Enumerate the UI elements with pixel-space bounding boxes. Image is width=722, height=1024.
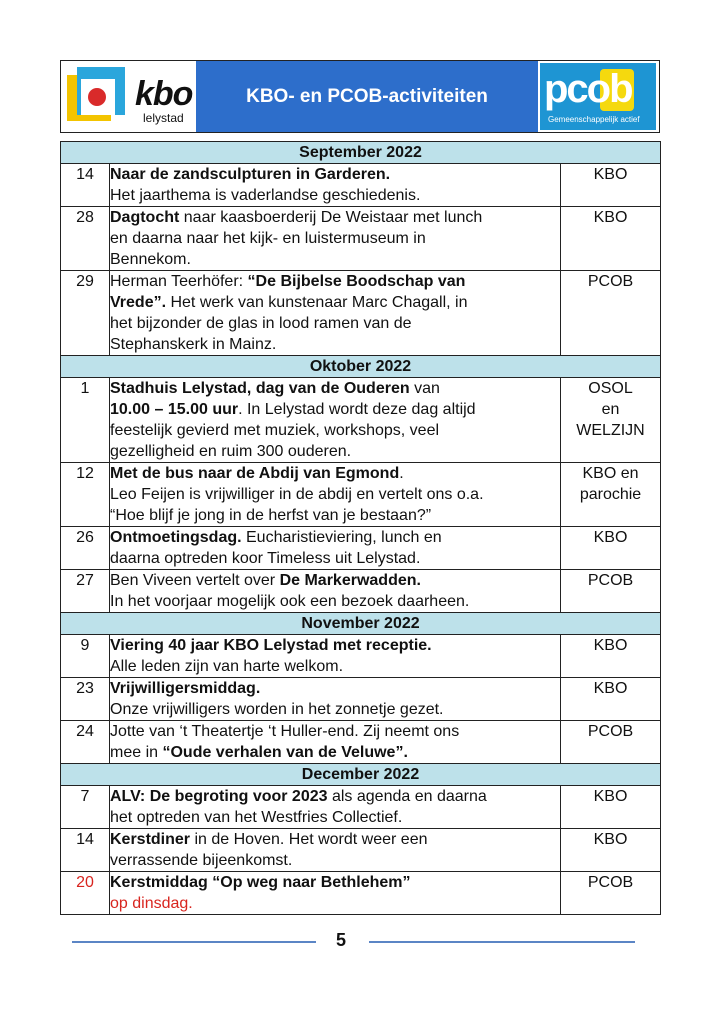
event-description: [110, 164, 561, 207]
bold-text: ALV: De begroting voor 2023: [110, 788, 328, 805]
month-row: [61, 142, 661, 164]
description-line: [110, 271, 560, 292]
month-heading: November 2022: [61, 613, 661, 635]
footer-line-right: [369, 941, 635, 943]
bold-text: Vrijwilligersmiddag.: [110, 680, 261, 697]
bold-text: “De Bijbelse Boodschap van: [247, 273, 466, 290]
plain-text: het bijzonder de glas in lood ramen van de: [110, 315, 412, 332]
description-line: [110, 207, 560, 228]
plain-text: verrassende bijeenkomst.: [110, 852, 293, 869]
kbo-logo: [61, 61, 196, 132]
description-line: [110, 678, 560, 699]
description-line: [110, 656, 560, 677]
month-heading: September 2022: [61, 142, 661, 164]
plain-text: Jotte van ‘t Theatertje ‘t Huller-end. Zij neemt ons: [110, 723, 460, 740]
event-day: 14: [61, 829, 110, 872]
organizer-line: KBO: [593, 831, 628, 848]
organizer-line: WELZIJN: [576, 422, 645, 439]
description-line: [110, 548, 560, 569]
bold-text: “Oude verhalen van de Veluwe”.: [162, 744, 408, 761]
event-description: [110, 678, 561, 721]
event-row: [61, 570, 661, 613]
bold-text: Ontmoetingsdag.: [110, 529, 242, 546]
description-line: [110, 635, 560, 656]
event-organizer: [561, 872, 661, 915]
page-header: [60, 60, 660, 133]
description-line: [110, 292, 560, 313]
description-line: [110, 742, 560, 763]
plain-text: naar kaasboerderij De Weistaar met lunch: [179, 209, 483, 226]
month-row: [61, 356, 661, 378]
plain-text: In het voorjaar mogelijk ook een bezoek daarheen.: [110, 593, 470, 610]
plain-text: en daarna naar het kijk- en luistermuseum in: [110, 230, 426, 247]
plain-text: Leo Feijen is vrijwilliger in de abdij en vertelt ons o.a.: [110, 486, 484, 503]
kbo-logo-icon: [67, 67, 127, 127]
organizer-line: KBO: [593, 637, 628, 654]
month-row: [61, 764, 661, 786]
event-description: [110, 786, 561, 829]
event-day: 20: [61, 872, 110, 915]
event-day: 14: [61, 164, 110, 207]
plain-text: Stephanskerk in Mainz.: [110, 336, 277, 353]
event-row: [61, 635, 661, 678]
month-heading: Oktober 2022: [61, 356, 661, 378]
kbo-logo-subtext: lelystad: [143, 111, 184, 125]
plain-text: gezelligheid en ruim 300 ouderen.: [110, 443, 352, 460]
event-day: 9: [61, 635, 110, 678]
bold-text: Stadhuis Lelystad, dag van de Ouderen: [110, 380, 410, 397]
organizer-line: PCOB: [587, 874, 634, 891]
description-line: [110, 807, 560, 828]
description-line: [110, 505, 560, 526]
description-line: [110, 441, 560, 462]
event-organizer: [561, 378, 661, 463]
plain-text: “Hoe blijf je jong in de herfst van je bestaan?”: [110, 507, 432, 524]
event-organizer: [561, 570, 661, 613]
organizer-line: en: [601, 401, 620, 418]
description-line: [110, 570, 560, 591]
organizer-line: KBO: [593, 166, 628, 183]
description-line: [110, 313, 560, 334]
description-line: [110, 164, 560, 185]
description-line: [110, 829, 560, 850]
event-row: [61, 786, 661, 829]
organizer-line: PCOB: [587, 723, 634, 740]
highlight-text: op dinsdag.: [110, 895, 193, 912]
bold-text: Vrede”.: [110, 294, 167, 311]
activities-table: [60, 141, 661, 915]
description-line: [110, 699, 560, 720]
plain-text: mee in: [110, 744, 163, 761]
event-organizer: [561, 271, 661, 356]
plain-text: daarna optreden koor Timeless uit Lelystad.: [110, 550, 421, 567]
description-line: [110, 249, 560, 270]
description-line: [110, 334, 560, 355]
event-day: 29: [61, 271, 110, 356]
event-organizer: [561, 786, 661, 829]
description-line: [110, 185, 560, 206]
event-organizer: [561, 635, 661, 678]
event-day: 12: [61, 463, 110, 527]
plain-text: Het werk van kunstenaar Marc Chagall, in: [166, 294, 468, 311]
event-day: 1: [61, 378, 110, 463]
event-organizer: [561, 721, 661, 764]
pcob-logo-subtext: Gemeenschappelijk actief: [548, 115, 640, 124]
event-row: [61, 678, 661, 721]
plain-text: Alle leden zijn van harte welkom.: [110, 658, 344, 675]
organizer-line: KBO en: [582, 465, 639, 482]
organizer-line: KBO: [593, 788, 628, 805]
description-line: [110, 378, 560, 399]
bold-text: Viering 40 jaar KBO Lelystad met receptie.: [110, 637, 432, 654]
bold-text: Dagtocht: [110, 209, 180, 226]
bold-text: Kerstdiner: [110, 831, 191, 848]
event-day: 7: [61, 786, 110, 829]
description-line: [110, 872, 560, 893]
description-line: [110, 591, 560, 612]
kbo-logo-text: kbo: [135, 75, 193, 113]
bold-text: Kerstmiddag “Op weg naar Bethlehem”: [110, 874, 411, 891]
event-description: [110, 635, 561, 678]
event-row: [61, 164, 661, 207]
bold-text: De Markerwadden.: [279, 572, 421, 589]
event-organizer: [561, 527, 661, 570]
event-day: 24: [61, 721, 110, 764]
event-description: [110, 463, 561, 527]
event-day: 27: [61, 570, 110, 613]
event-description: [110, 829, 561, 872]
plain-text: Bennekom.: [110, 251, 191, 268]
description-line: [110, 721, 560, 742]
event-organizer: [561, 463, 661, 527]
event-row: [61, 721, 661, 764]
description-line: [110, 850, 560, 871]
description-line: [110, 786, 560, 807]
event-description: [110, 378, 561, 463]
plain-text: . In Lelystad wordt deze dag altijd: [238, 401, 476, 418]
organizer-line: PCOB: [587, 572, 634, 589]
event-row: [61, 463, 661, 527]
organizer-line: KBO: [593, 209, 628, 226]
organizer-line: KBO: [593, 529, 628, 546]
event-description: [110, 271, 561, 356]
month-heading: December 2022: [61, 764, 661, 786]
plain-text: het optreden van het Westfries Collectief.: [110, 809, 403, 826]
description-line: [110, 420, 560, 441]
event-row: [61, 527, 661, 570]
plain-text: .: [399, 465, 404, 482]
description-line: [110, 228, 560, 249]
plain-text: Het jaarthema is vaderlandse geschiedenis.: [110, 187, 421, 204]
plain-text: in de Hoven. Het wordt weer een: [190, 831, 428, 848]
event-row: [61, 378, 661, 463]
pcob-logo-box: [540, 63, 656, 130]
event-row: [61, 207, 661, 271]
description-line: [110, 527, 560, 548]
organizer-line: OSOL: [588, 380, 633, 397]
page-title: KBO- en PCOB-activiteiten: [196, 61, 538, 132]
plain-text: Ben Viveen vertelt over: [110, 572, 280, 589]
bold-text: 10.00 – 15.00 uur: [110, 401, 239, 418]
event-row: [61, 829, 661, 872]
event-organizer: [561, 207, 661, 271]
plain-text: als agenda en daarna: [327, 788, 487, 805]
plain-text: van: [409, 380, 440, 397]
event-day: 26: [61, 527, 110, 570]
event-organizer: [561, 164, 661, 207]
pcob-logo-text: pcob: [544, 67, 632, 111]
plain-text: Onze vrijwilligers worden in het zonnetje gezet.: [110, 701, 444, 718]
event-day: 28: [61, 207, 110, 271]
description-line: [110, 484, 560, 505]
event-description: [110, 570, 561, 613]
bold-text: Met de bus naar de Abdij van Egmond: [110, 465, 400, 482]
event-organizer: [561, 678, 661, 721]
description-line: [110, 893, 560, 914]
event-description: [110, 721, 561, 764]
event-description: [110, 527, 561, 570]
event-description: [110, 207, 561, 271]
event-description: [110, 872, 561, 915]
bold-text: Naar de zandsculpturen in Garderen.: [110, 166, 391, 183]
plain-text: Eucharistieviering, lunch en: [241, 529, 442, 546]
event-day: 23: [61, 678, 110, 721]
plain-text: Herman Teerhöfer:: [110, 273, 248, 290]
plain-text: feestelijk gevierd met muziek, workshops, veel: [110, 422, 440, 439]
organizer-line: PCOB: [587, 273, 634, 290]
description-line: [110, 399, 560, 420]
pcob-logo: [538, 61, 659, 132]
description-line: [110, 463, 560, 484]
event-row: [61, 872, 661, 915]
event-organizer: [561, 829, 661, 872]
organizer-line: KBO: [593, 680, 628, 697]
organizer-line: parochie: [579, 486, 642, 503]
footer-line-left: [72, 941, 316, 943]
page-number: 5: [335, 930, 346, 950]
event-row: [61, 271, 661, 356]
month-row: [61, 613, 661, 635]
